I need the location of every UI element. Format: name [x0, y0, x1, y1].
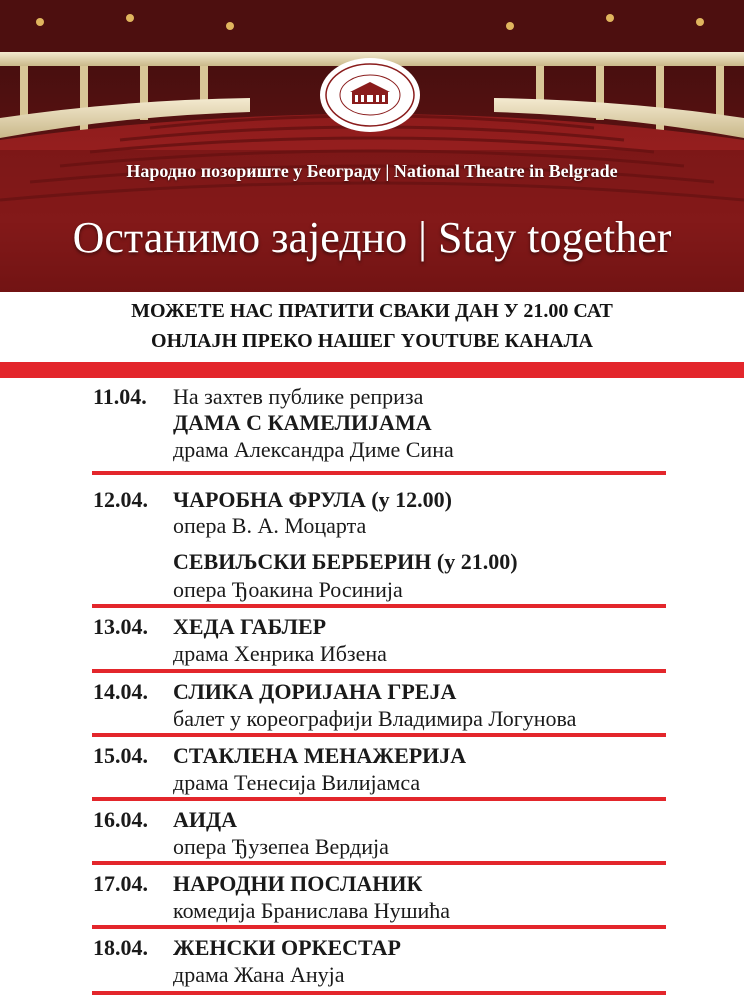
- item-separator: [92, 861, 666, 865]
- item-note: На захтев публике реприза: [173, 384, 424, 409]
- item-title: ЧАРОБНА ФРУЛА (у 12.00): [173, 487, 452, 512]
- item-description: опера В. А. Моцарта: [173, 513, 367, 538]
- item-title: НАРОДНИ ПОСЛАНИК: [173, 871, 423, 896]
- item-separator: [92, 991, 666, 995]
- item-date: 12.04.: [93, 487, 148, 512]
- item-date: 11.04.: [93, 384, 147, 409]
- item-title: СТАКЛЕНА МЕНАЖЕРИЈА: [173, 743, 467, 768]
- item-separator: [92, 733, 666, 737]
- info-line-1: МОЖЕТЕ НАС ПРАТИТИ СВАКИ ДАН У 21.00 САТ: [131, 300, 613, 322]
- item-title-2: СЕВИЉСКИ БЕРБЕРИН (у 21.00): [173, 549, 518, 574]
- item-description: драма Александра Диме Сина: [173, 437, 454, 462]
- item-title: ХЕДА ГАБЛЕР: [173, 614, 327, 639]
- item-separator: [92, 797, 666, 801]
- item-title: ЖЕНСКИ ОРКЕСТАР: [173, 935, 401, 960]
- item-separator: [92, 471, 666, 475]
- item-date: 14.04.: [93, 679, 148, 704]
- item-description: опера Ђузепеа Вердија: [173, 834, 389, 859]
- item-date: 16.04.: [93, 807, 148, 832]
- item-description: комедија Бранислава Нушића: [173, 898, 451, 923]
- item-date: 18.04.: [93, 935, 148, 960]
- item-date: 17.04.: [93, 871, 148, 896]
- item-description: драма Хенрика Ибзена: [173, 641, 387, 666]
- info-line-2: ОНЛАЈН ПРЕКО НАШЕГ YOUTUBE КАНАЛА: [151, 330, 593, 352]
- item-description: балет у кореографији Владимира Логунова: [173, 706, 577, 731]
- item-separator: [92, 669, 666, 673]
- item-description-2: опера Ђоакина Росинија: [173, 577, 403, 602]
- item-separator: [92, 925, 666, 929]
- item-description: драма Тенесија Вилијамса: [173, 770, 421, 795]
- item-separator: [92, 604, 666, 608]
- item-date: 15.04.: [93, 743, 148, 768]
- item-date: 13.04.: [93, 614, 148, 639]
- hero-title: Останимо заједно | Stay together: [72, 213, 672, 262]
- item-title: ДАМА С КАМЕЛИЈАМА: [173, 410, 432, 435]
- item-description: драма Жана Ануја: [173, 962, 345, 987]
- item-title: АИДА: [173, 807, 238, 832]
- hero-subtitle: Народно позориште у Београду | National Theatre in Belgrade: [126, 161, 618, 181]
- item-title: СЛИКА ДОРИЈАНА ГРЕЈА: [173, 679, 457, 704]
